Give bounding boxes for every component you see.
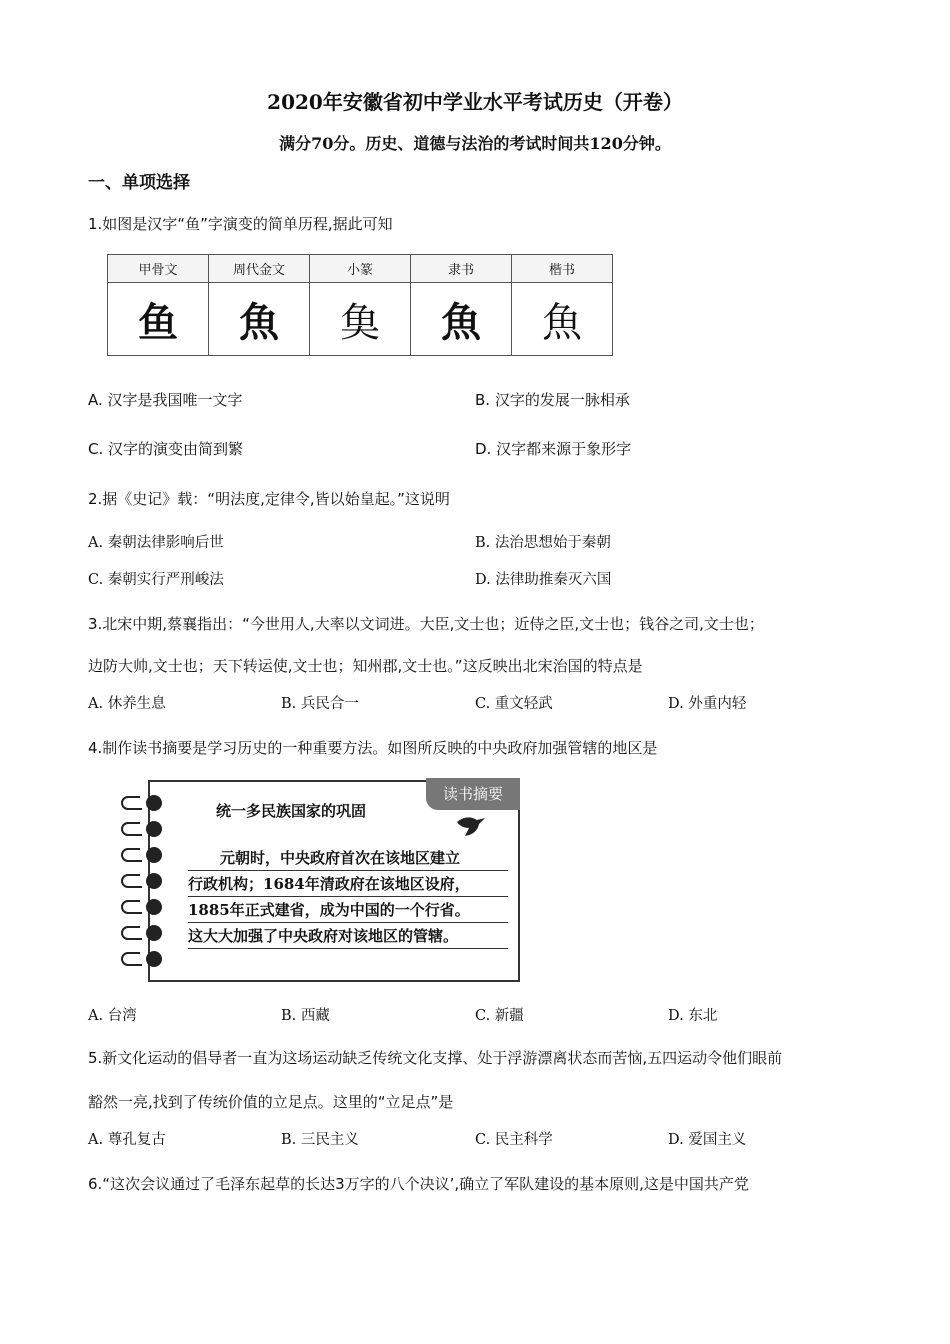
q5-option-a[interactable]: A. 尊孔复古: [88, 1132, 166, 1148]
clerical-glyph: 魚: [411, 283, 512, 356]
q2-option-b[interactable]: B. 法治思想始于秦朝: [475, 535, 611, 551]
reading-notes-figure: [108, 778, 520, 983]
binder-ring-icon: [118, 872, 164, 890]
note-line: 行政机构；1684年清政府在该地区设府，: [188, 872, 508, 897]
q2-option-a[interactable]: A. 秦朝法律影响后世: [88, 535, 224, 551]
section-heading: 一、单项选择: [88, 173, 190, 193]
binder-ring-icon: [118, 846, 164, 864]
table-header: 甲骨文: [108, 255, 209, 283]
regular-glyph: 魚: [512, 283, 613, 356]
question-1-stem: 1.如图是汉字“鱼”字演变的简单历程,据此可知: [88, 215, 393, 233]
q3-option-c[interactable]: C. 重文轻武: [475, 696, 553, 712]
note-title: 统一多民族国家的巩固: [216, 802, 367, 820]
oracle-bone-glyph: 鱼: [108, 283, 209, 356]
q4-option-d[interactable]: D. 东北: [668, 1008, 718, 1024]
page-title: 2020年安徽省初中学业水平考试历史（开卷）: [267, 90, 683, 114]
table-header: 隶书: [411, 255, 512, 283]
seal-glyph: 𩵋: [310, 283, 411, 356]
character-evolution-table: [107, 254, 613, 356]
binder-ring-icon: [118, 898, 164, 916]
q3-option-b[interactable]: B. 兵民合一: [281, 696, 359, 712]
table-header: 楷书: [512, 255, 613, 283]
table-header: 小篆: [310, 255, 411, 283]
question-4-stem: 4.制作读书摘要是学习历史的一种重要方法。如图所反映的中央政府加强管辖的地区是: [88, 739, 658, 757]
question-5-stem-line-2: 豁然一亮,找到了传统价值的立足点。这里的“立足点”是: [88, 1093, 454, 1111]
note-line: 1885年正式建省，成为中国的一个行省。: [188, 898, 508, 923]
binder-ring-icon: [118, 950, 164, 968]
q4-option-b[interactable]: B. 西藏: [281, 1008, 330, 1024]
bronze-glyph: 魚: [209, 283, 310, 356]
q1-option-c[interactable]: C. 汉字的演变由简到繁: [88, 440, 244, 458]
q1-option-a[interactable]: A. 汉字是我国唯一文字: [88, 391, 243, 409]
binder-ring-icon: [118, 924, 164, 942]
q5-option-d[interactable]: D. 爱国主义: [668, 1132, 747, 1148]
q1-option-d[interactable]: D. 汉字都来源于象形字: [475, 440, 632, 458]
bird-icon: [453, 812, 487, 840]
table-header: 周代金文: [209, 255, 310, 283]
q3-option-a[interactable]: A. 休养生息: [88, 696, 166, 712]
question-3-stem-line-1: 3.北宋中期,蔡襄指出：“今世用人,大率以文词进。大臣,文士也；近侍之臣,文士也；钱谷之司,文士也；: [88, 615, 764, 633]
note-tag: 读书摘要: [426, 778, 520, 810]
question-2-stem: 2.据《史记》载：“明法度,定律令,皆以始皇起。”这说明: [88, 490, 450, 508]
exam-note: 满分70分。历史、道德与法治的考试时间共120分钟。: [279, 134, 671, 153]
binder-ring-icon: [118, 820, 164, 838]
q5-option-b[interactable]: B. 三民主义: [281, 1132, 359, 1148]
note-line: 元朝时，中央政府首次在该地区建立: [188, 846, 508, 871]
q5-option-c[interactable]: C. 民主科学: [475, 1132, 553, 1148]
question-3-stem-line-2: 边防大帅,文士也；天下转运使,文士也；知州郡,文士也。”这反映出北宋治国的特点是: [88, 657, 643, 675]
q1-option-b[interactable]: B. 汉字的发展一脉相承: [475, 391, 630, 409]
q2-option-c[interactable]: C. 秦朝实行严刑峻法: [88, 572, 224, 588]
q4-option-c[interactable]: C. 新疆: [475, 1008, 524, 1024]
q2-option-d[interactable]: D. 法律助推秦灭六国: [475, 572, 612, 588]
note-line: 这大大加强了中央政府对该地区的管辖。: [188, 924, 508, 949]
q3-option-d[interactable]: D. 外重内轻: [668, 696, 747, 712]
question-5-stem-line-1: 5.新文化运动的倡导者一直为这场运动缺乏传统文化支撑、处于浮游漂离状态而苦恼,五四运动令他们眼前: [88, 1049, 783, 1067]
binder-ring-icon: [118, 794, 164, 812]
q4-option-a[interactable]: A. 台湾: [88, 1008, 137, 1024]
question-6-stem: 6.“这次会议通过了毛泽东起草的长达3万字的八个决议’,确立了军队建设的基本原则,这是中国共产党: [88, 1175, 749, 1193]
